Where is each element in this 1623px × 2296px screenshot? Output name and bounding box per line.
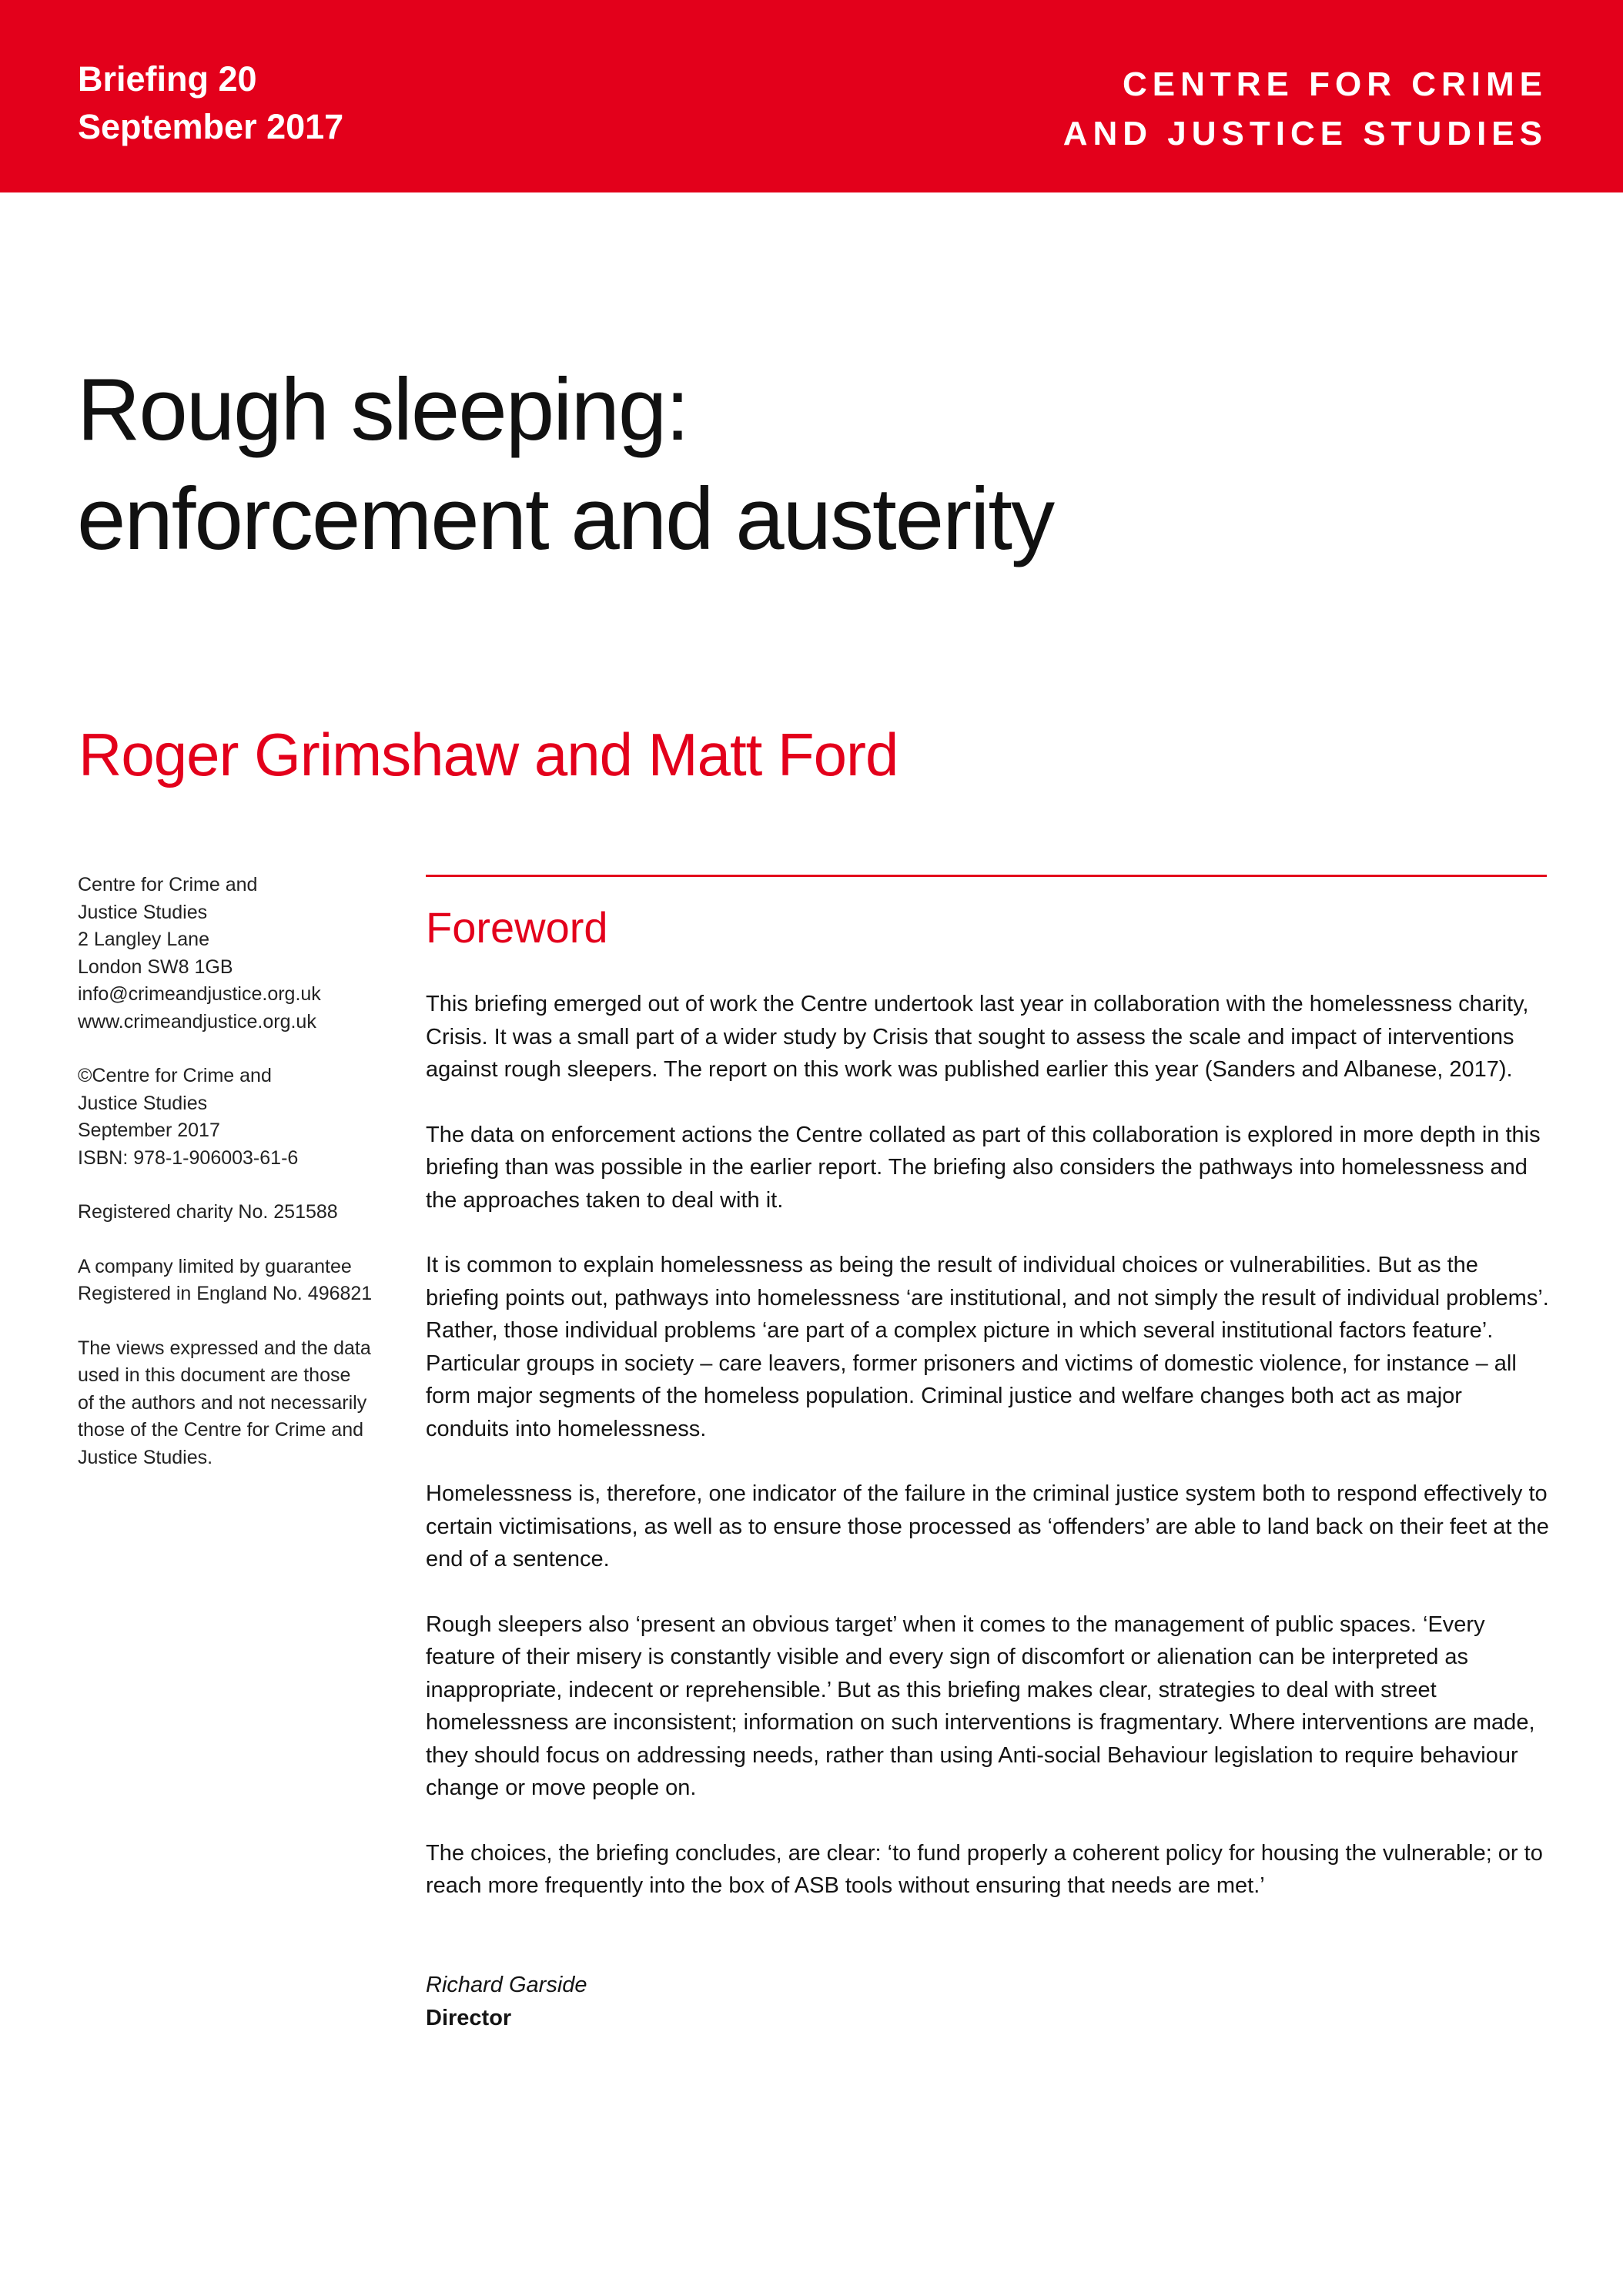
foreword-paragraph: This briefing emerged out of work the Centre undertook last year in collaboration with the homelessness charity, Crisis. It was a small part of a wider study by Crisis that sought to assess the scale and impact of interventions against rough sleepers. The report on this work was published earlier this year (Sanders and Albanese, 2017).: [426, 992, 1529, 1082]
disclaimer-line: used in this document are those: [78, 1364, 351, 1386]
foreword-divider: [426, 875, 1547, 877]
sidebar-disclaimer: [78, 1335, 401, 1472]
authors: Roger Grimshaw and Matt Ford: [79, 721, 899, 788]
title-line1: Rough sleeping:: [77, 361, 688, 459]
document-title: [77, 356, 1053, 574]
title-line2: enforcement and austerity: [77, 470, 1054, 568]
briefing-info: [78, 55, 343, 151]
disclaimer-line: those of the Centre for Crime and: [78, 1419, 364, 1441]
disclaimer-line: The views expressed and the data: [78, 1337, 371, 1359]
sidebar-charity: [78, 1199, 401, 1227]
foreword-paragraph: It is common to explain homelessness as being the result of individual choices or vulnerabilities. But as the briefing points out, pathways into homelessness ‘are institutional, and not simply the result of individual problems’. Rather, those individual problems ‘are part of a complex picture in which several institutional factors feature’. Particular groups in society – care leavers, former prisoners and victims of domestic violence, for instance – all form major segments of the homeless population. Criminal justice and welfare changes both act as major conduits into homelessness.: [426, 1253, 1549, 1441]
organisation-name-line2: AND JUSTICE STUDIES: [1062, 115, 1548, 152]
charity-line: Registered charity No. 251588: [78, 1201, 338, 1223]
sidebar-company: [78, 1253, 401, 1308]
email-text: info@crimeandjustice.org.uk: [78, 983, 321, 1005]
address-line: Justice Studies: [78, 901, 208, 923]
signature: [426, 1969, 587, 2035]
header-band: [0, 0, 1623, 192]
foreword-paragraph: The data on enforcement actions the Centre collated as part of this collaboration is explored in more depth in this briefing than was possible in the earlier report. The briefing also considers the pathways into homelessness and the approaches taken to deal with it.: [426, 1122, 1541, 1213]
address-line: 2 Langley Lane: [78, 929, 209, 950]
disclaimer-line: of the authors and not necessarily: [78, 1391, 367, 1414]
foreword-body: [426, 988, 1550, 1935]
organisation-name-line1: CENTRE FOR CRIME: [1123, 65, 1548, 103]
disclaimer-line: Justice Studies.: [78, 1446, 213, 1468]
sidebar-address: [78, 872, 401, 1036]
foreword-paragraph: Homelessness is, therefore, one indicator of the failure in the criminal justice system both to respond effectively to certain victimisations, as well as to ensure those processed as ‘offenders’ are able to land back on their feet at the end of a sentence.: [426, 1481, 1549, 1571]
copyright-line: Justice Studies: [78, 1092, 208, 1114]
isbn-line: ISBN: 978-1-906003-61-6: [78, 1146, 299, 1169]
signature-role: Director: [426, 2006, 512, 2030]
sidebar: [78, 872, 401, 1498]
sidebar-copyright: [78, 1063, 401, 1172]
company-line: Registered in England No. 496821: [78, 1283, 373, 1304]
briefing-number: Briefing 20: [78, 59, 257, 99]
copyright-line: ©Centre for Crime and: [78, 1065, 272, 1086]
signature-name: Richard Garside: [426, 1973, 587, 1997]
foreword-paragraph: Rough sleepers also ‘present an obvious target’ when it comes to the management of public spaces. ‘Every feature of their misery is constantly visible and every sign of discomfort or alienation can be interpreted as inappropriate, indecent or reprehensible.’ But as this briefing makes clear, strategies to deal with street homelessness are inconsistent; information on such interventions is fragmentary. Where interventions are made, they should focus on addressing needs, rather than using Anti-social Behaviour legislation to require behaviour change or move people on.: [426, 1612, 1535, 1800]
company-line: A company limited by guarantee: [78, 1255, 352, 1277]
organisation-name: [1063, 60, 1548, 159]
copyright-line: September 2017: [78, 1120, 220, 1141]
website-text: www.crimeandjustice.org.uk: [78, 1010, 316, 1033]
foreword-paragraph: The choices, the briefing concludes, are clear: ‘to fund properly a coherent policy for housing the vulnerable; or to reach more frequently into the box of ASB tools without ensuring that needs are met.’: [426, 1840, 1543, 1898]
address-line: London SW8 1GB: [78, 956, 233, 978]
address-line: Centre for Crime and: [78, 874, 258, 895]
briefing-date: September 2017: [78, 107, 344, 146]
foreword-heading: Foreword: [426, 903, 608, 952]
